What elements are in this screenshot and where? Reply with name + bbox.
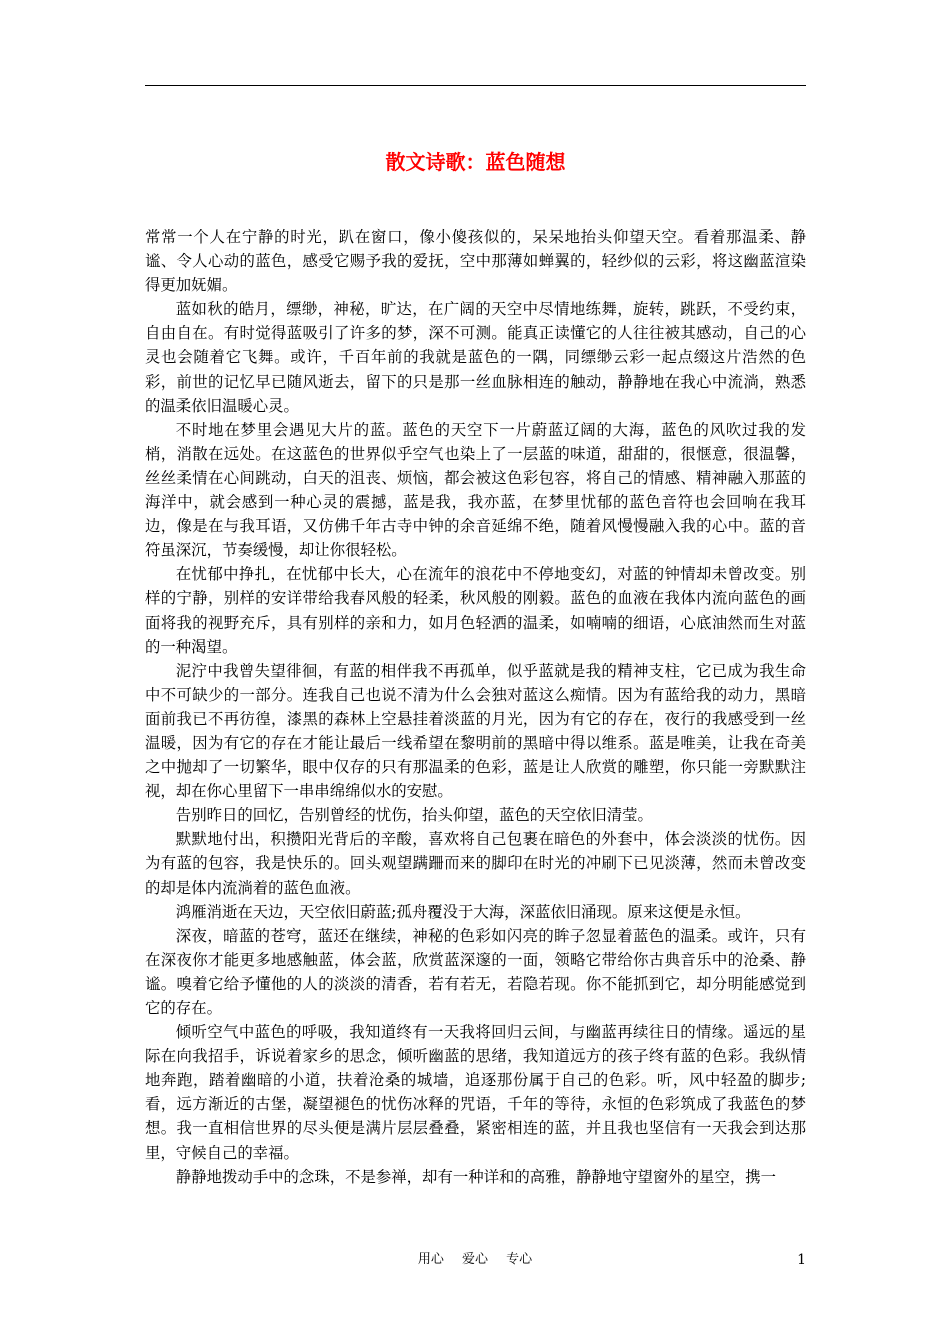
header-rule <box>145 85 806 86</box>
paragraph: 告别昨日的回忆，告别曾经的忧伤，抬头仰望，蓝色的天空依旧清莹。 <box>175 806 653 825</box>
paragraph: 静静地拨动手中的念珠，不是参禅，却有一种详和的高雅，静静地守望窗外的星空，携一 <box>175 1167 777 1186</box>
paragraph: 常常一个人在宁静的时光，趴在窗口，像小傻孩似的，呆呆地抬头仰望天空。看着那温柔、静谧、令人心动的蓝色，感受它赐予我的爱抚，空中那薄如蝉翼的，轻纱似的云彩，将这幽蓝渲染得更加妩媚。 <box>145 228 806 295</box>
page-number: 1 <box>797 1252 806 1268</box>
footer-slogan-word: 用心 <box>417 1252 444 1267</box>
paragraph: 默默地付出，积攒阳光背后的辛酸，喜欢将自己包裹在暗色的外套中，体会淡淡的忧伤。因为有蓝的包容，我是快乐的。回头观望蹒跚而来的脚印在时光的冲刷下已见淡薄，然而未曾改变的却是体内流淌着的蓝色血液。 <box>145 830 806 897</box>
paragraph: 在忧郁中挣扎，在忧郁中长大，心在流年的浪花中不停地变幻，对蓝的钟情却未曾改变。别样的宁静，别样的安详带给我春风般的轻柔，秋风般的刚毅。蓝色的血液在我体内流向蓝色的画面将我的视野充斥，具有别样的亲和力，如月色轻洒的温柔，如喃喃的细语，心底油然而生对蓝的一种渴望。 <box>145 565 806 656</box>
paragraph: 蓝如秋的皓月，缥缈，神秘，旷达，在广阔的天空中尽情地练舞，旋转，跳跃，不受约束，自由自在。有时觉得蓝吸引了许多的梦，深不可测。能真正读懂它的人往往被其感动，自己的心灵也会随着它飞舞。或许，千百年前的我就是蓝色的一隅，同缥缈云彩一起点缀这片浩然的色彩，前世的记忆早已随风逝去，留下的只是那一丝血脉相连的触动，静静地在我心中流淌，熟悉的温柔依旧温暖心灵。 <box>145 300 806 415</box>
paragraph: 倾听空气中蓝色的呼吸，我知道终有一天我将回归云间，与幽蓝再续往日的情缘。遥远的星际在向我招手，诉说着家乡的思念，倾听幽蓝的思绪，我知道远方的孩子终有蓝的色彩。我纵情地奔跑，踏着幽暗的小道，扶着沧桑的城墙，追逐那份属于自己的色彩。听，风中轻盈的脚步;看，远方渐近的古堡，凝望褪色的忧伤冰释的咒语，千年的等待，永恒的色彩筑成了我蓝色的梦想。我一直相信世界的尽头便是满片层层叠叠，紧密相连的蓝，并且我也坚信有一天我会到达那里，守候自己的幸福。 <box>145 1023 806 1162</box>
paragraph: 泥泞中我曾失望徘徊，有蓝的相伴我不再孤单，似乎蓝就是我的精神支柱，它已成为我生命中不可缺少的一部分。连我自己也说不清为什么会独对蓝这么痴情。因为有蓝给我的动力，黑暗面前我已不再彷徨，漆黑的森林上空悬挂着淡蓝的月光，因为有它的存在，夜行的我感受到一丝温暖，因为有它的存在才能让最后一线希望在黎明前的黑暗中得以维系。蓝是唯美，让我在奇美之中抛却了一切繁华，眼中仅存的只有那温柔的色彩，蓝是让人欣赏的雕塑，你只能一旁默默注视，却在你心里留下一串串绵绵似水的安慰。 <box>145 661 806 801</box>
paragraph: 深夜，暗蓝的苍穹，蓝还在继续，神秘的色彩如闪亮的眸子忽显着蓝色的温柔。或许，只有在深夜你才能更多地感触蓝，体会蓝，欣赏蓝深邃的一面，领略它带给你古典音乐中的沧桑、静谧。嗅着它给予懂他的人的淡淡的清香，若有若无，若隐若现。你不能抓到它，却分明能感觉到它的存在。 <box>145 926 806 1017</box>
footer-slogan-word: 爱心 <box>461 1252 488 1267</box>
paragraph: 鸿雁消逝在天边，天空依旧蔚蓝;孤舟覆没于大海，深蓝依旧涌现。原来这便是永恒。 <box>175 902 751 921</box>
document-body <box>145 225 806 1189</box>
paragraph: 不时地在梦里会遇见大片的蓝。蓝色的天空下一片蔚蓝辽阔的大海，蓝色的风吹过我的发梢，消散在远处。在这蓝色的世界似乎空气也染上了一层蓝的味道，甜甜的，很惬意，很温馨，丝丝柔情在心间跳动，白天的沮丧、烦恼，都会被这色彩包容，将自己的情感、精神融入那蓝的海洋中，就会感到一种心灵的震撼，蓝是我，我亦蓝，在梦里忧郁的蓝色音符也会回响在我耳边，像是在与我耳语，又仿佛千年古寺中钟的余音延绵不绝，随着风慢慢融入我的心中。蓝的音符虽深沉，节奏缓慢，却让你很轻松。 <box>145 420 806 560</box>
footer-slogan <box>0 1251 950 1269</box>
footer-slogan-word: 专心 <box>506 1252 533 1267</box>
document-title: 散文诗歌：蓝色随想 <box>385 150 566 174</box>
